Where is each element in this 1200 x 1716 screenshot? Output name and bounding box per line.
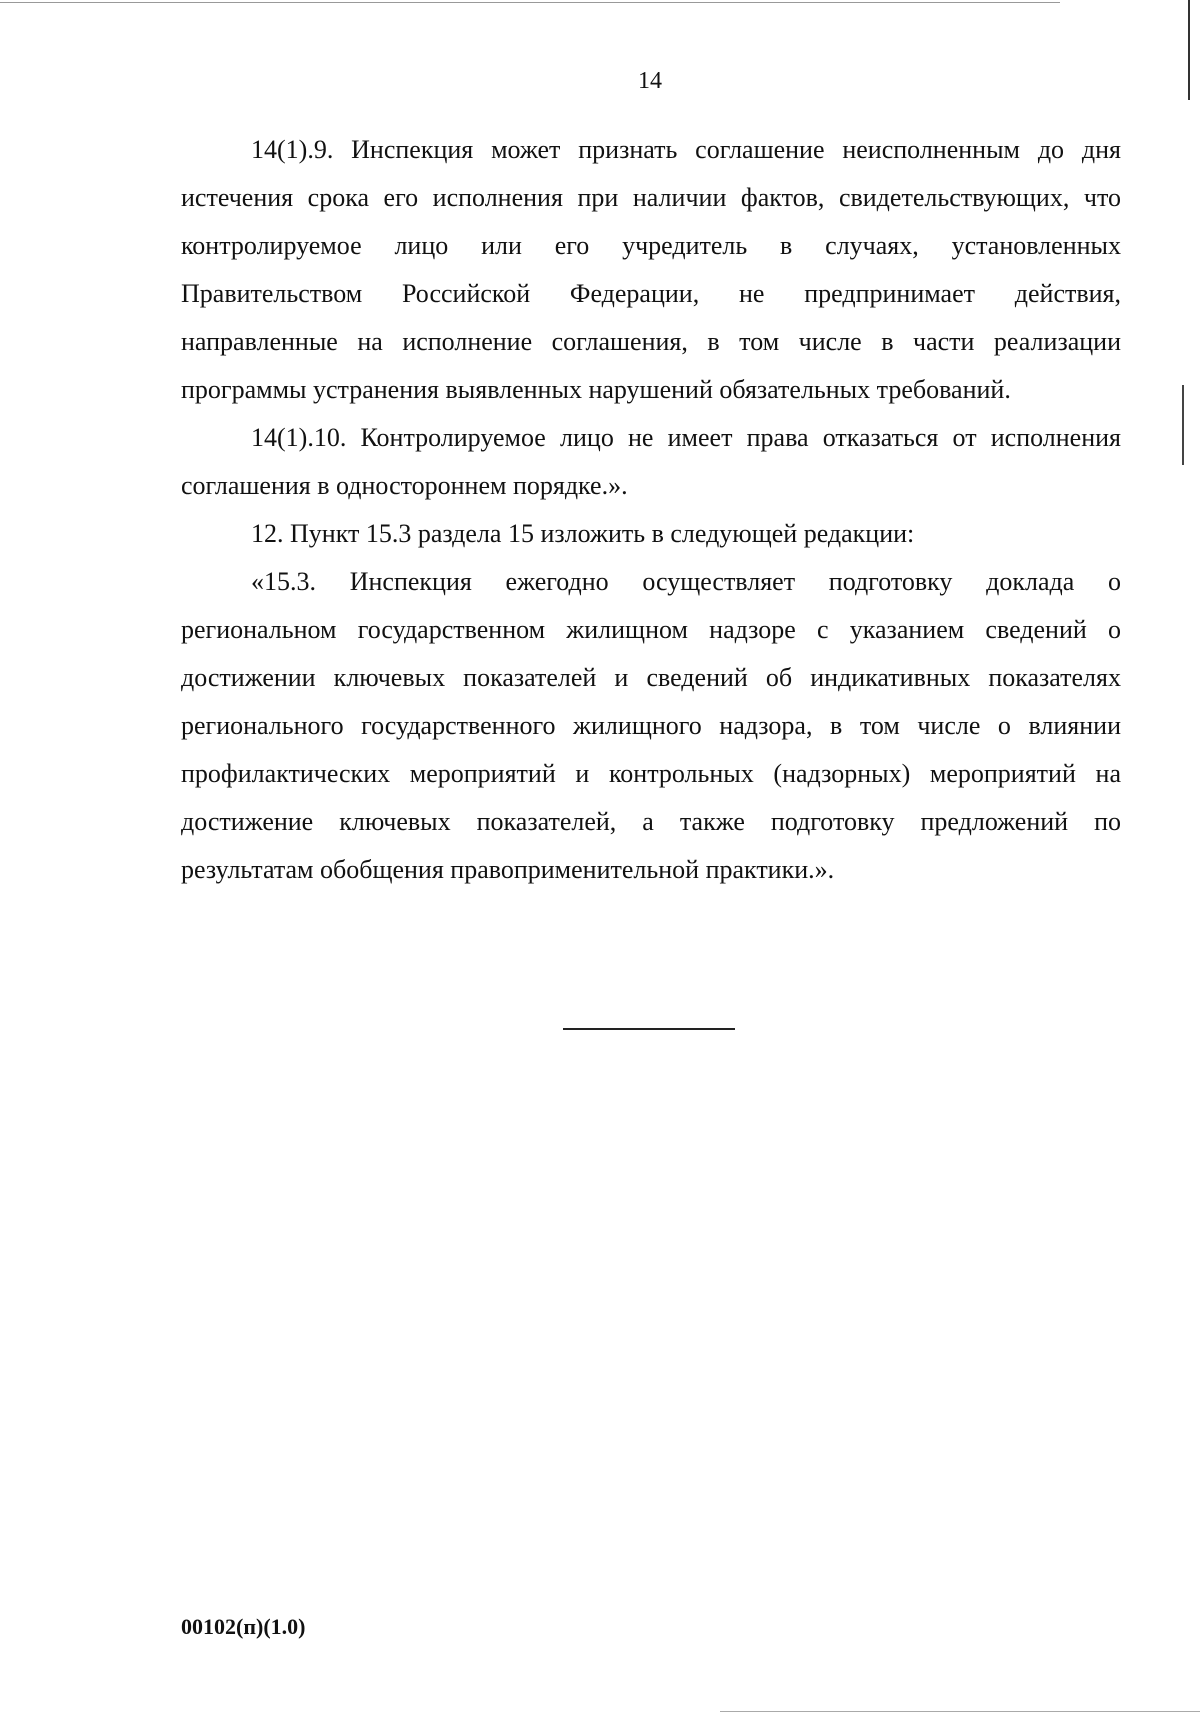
text-line: достижении ключевых показателей и сведений об индикативных показателях [181, 663, 1121, 692]
text-line: «15.3. Инспекция ежегодно осуществляет подготовку доклада о [251, 567, 1121, 596]
text-line: контролируемое лицо или его учредитель в случаях, установленных [181, 231, 1121, 260]
text-line: 14(1).10. Контролируемое лицо не имеет права отказаться от исполнения [251, 423, 1121, 452]
text-line: 14(1).9. Инспекция может признать соглашение неисполненным до дня [251, 135, 1121, 164]
text-line: регионального государственного жилищного надзора, в том числе о влиянии [181, 711, 1121, 740]
scan-mark-right-2 [1182, 385, 1184, 465]
scan-edge-bottom [720, 1711, 1200, 1712]
text-line: истечения срока его исполнения при наличии фактов, свидетельствующих, что [181, 183, 1121, 212]
text-line: направленные на исполнение соглашения, в том числе в части реализации [181, 327, 1121, 356]
text-line: региональном государственном жилищном надзоре с указанием сведений о [181, 615, 1121, 644]
document-body [181, 126, 1121, 894]
text-line: результатам обобщения правоприменительной практики.». [181, 855, 835, 884]
text-line: Правительством Российской Федерации, не предпринимает действия, [181, 279, 1121, 308]
paragraph [181, 510, 1121, 558]
text-line: программы устранения выявленных нарушений обязательных требований. [181, 375, 1011, 404]
text-line: достижение ключевых показателей, а также подготовку предложений по [181, 807, 1121, 836]
text-line: 12. Пункт 15.3 раздела 15 изложить в следующей редакции: [251, 519, 915, 548]
document-code: 00102(п)(1.0) [181, 1614, 306, 1639]
text-line: соглашения в одностороннем порядке.». [181, 471, 628, 500]
end-separator-line [563, 1028, 735, 1030]
page-number: 14 [638, 68, 662, 94]
text-line: профилактических мероприятий и контрольных (надзорных) мероприятий на [181, 759, 1121, 788]
paragraph [181, 126, 1121, 414]
paragraph [181, 414, 1121, 510]
paragraph [181, 558, 1121, 894]
scan-edge-top [0, 2, 1060, 3]
